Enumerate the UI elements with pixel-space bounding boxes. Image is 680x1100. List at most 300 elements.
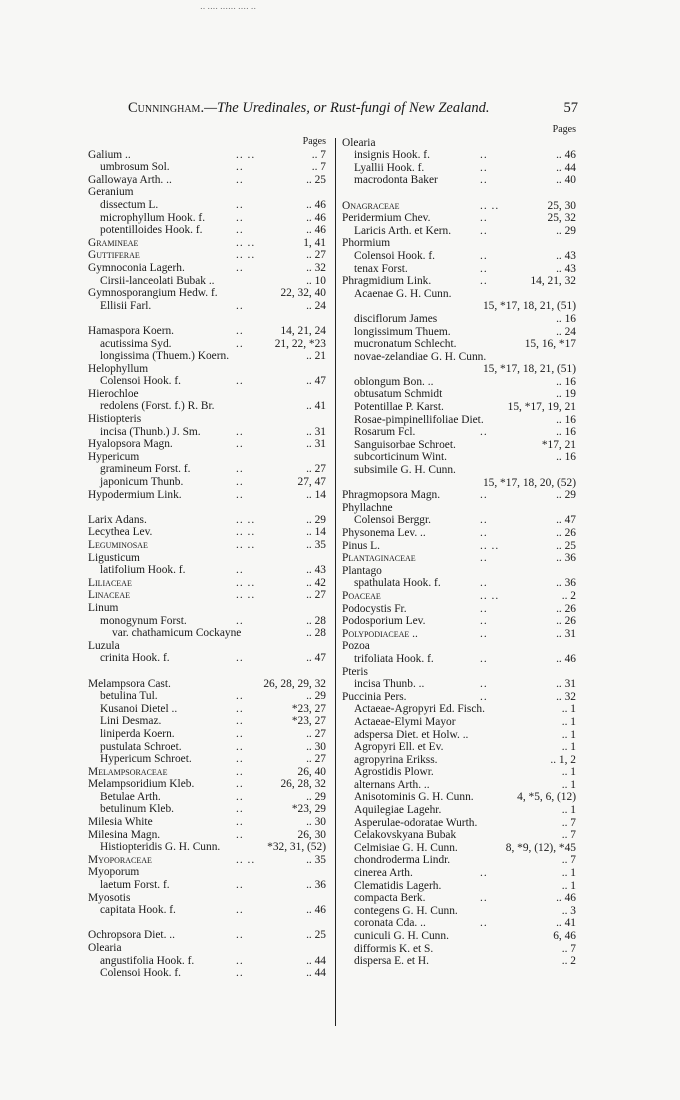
index-entry	[342, 880, 576, 893]
entry-pages: .. 46	[306, 198, 326, 211]
index-entry	[342, 174, 576, 187]
leader-dots: .. ..	[480, 199, 500, 212]
index-entry	[342, 930, 576, 943]
index-entry	[88, 929, 326, 942]
entry-name: contegens G. H. Cunn.	[354, 904, 458, 917]
entry-name: Myoporum	[88, 866, 140, 879]
index-entry	[88, 149, 326, 162]
entry-name: insignis Hook. f.	[354, 149, 430, 162]
index-entry	[88, 426, 326, 439]
entry-pages: .. 27	[306, 463, 326, 476]
leader-dots: ..	[236, 715, 244, 728]
entry-name: Kusanoi Dietel ..	[100, 702, 178, 715]
entry-name: Pteris	[342, 665, 368, 678]
leader-dots: .. ..	[236, 526, 256, 539]
index-entry	[88, 514, 326, 527]
leader-dots: .. ..	[480, 539, 500, 552]
leader-dots: ..	[480, 149, 488, 162]
entry-name: novae-zelandiae G. H. Cunn.	[354, 350, 487, 363]
index-entry	[88, 564, 326, 577]
entry-pages: .. 27	[306, 753, 326, 766]
leader-dots: ..	[236, 488, 244, 501]
index-entry	[342, 703, 576, 716]
index-entry	[342, 640, 576, 653]
entry-name: Betulae Arth.	[100, 790, 161, 803]
entry-name: spathulata Hook. f.	[354, 577, 441, 590]
entry-name: Sanguisorbae Schroet.	[354, 438, 456, 451]
entry-pages: .. 29	[306, 690, 326, 703]
index-entry	[342, 754, 576, 767]
entry-name: macrodonta Baker	[354, 174, 438, 187]
leader-dots: .. ..	[236, 539, 256, 551]
entry-pages: *32, 31, (52)	[267, 841, 326, 854]
index-entry	[342, 603, 576, 616]
entry-pages: .. 35	[306, 539, 326, 551]
index-entry	[88, 942, 326, 955]
entry-pages: .. 7	[311, 161, 326, 174]
entry-gap	[88, 312, 326, 325]
leader-dots: ..	[236, 929, 244, 942]
entry-name: Ochropsora Diet. ..	[88, 929, 175, 942]
entry-name: difformis K. et S.	[354, 942, 434, 955]
entry-pages: .. 1	[561, 778, 576, 791]
leader-dots: ..	[480, 867, 488, 880]
leader-dots: ..	[236, 740, 244, 753]
leader-dots: ..	[236, 816, 244, 829]
entry-pages: .. 2	[561, 589, 576, 602]
index-entry	[88, 803, 326, 816]
entry-name: var. chathamicum Cockayne	[112, 627, 242, 640]
index-entry	[342, 514, 576, 527]
entry-pages: .. 25	[556, 539, 576, 552]
entry-name: Guttiferae	[88, 249, 140, 262]
entry-pages: .. 31	[306, 425, 326, 438]
index-entry	[342, 250, 576, 263]
entry-name: Pinus L.	[342, 539, 380, 552]
index-entry	[88, 728, 326, 741]
entry-pages: 1, 41	[303, 236, 326, 249]
entry-pages: *23, 29	[291, 803, 326, 816]
entry-pages: .. 32	[556, 690, 576, 703]
index-entry	[88, 552, 326, 565]
leader-dots: ..	[236, 438, 244, 451]
entry-name: Colensoi Berggr.	[354, 514, 431, 527]
index-entry	[342, 414, 576, 427]
entry-pages: 6, 46	[553, 930, 576, 942]
leader-dots: ..	[236, 765, 244, 778]
index-entry	[342, 766, 576, 779]
leader-dots: ..	[480, 224, 488, 237]
leader-dots: ..	[236, 337, 244, 350]
entry-pages: .. 40	[556, 174, 576, 187]
index-entry	[88, 741, 326, 754]
index-entry	[342, 867, 576, 880]
entry-name: Podocystis Fr.	[342, 602, 407, 615]
entry-gap	[88, 665, 326, 678]
index-entry	[88, 892, 326, 905]
entry-name: Leguminosae	[88, 539, 148, 551]
entry-name: adspersa Diet. et Holw. ..	[354, 728, 469, 741]
entry-pages: .. 46	[306, 224, 326, 237]
entry-name: disciflorum James	[354, 312, 438, 325]
entry-name: agropyrina Erikss.	[354, 753, 438, 766]
entry-gap	[88, 501, 326, 514]
index-entry	[88, 249, 326, 262]
entry-pages: .. 31	[556, 627, 576, 640]
entry-name: Poaceae	[342, 589, 381, 602]
entry-pages: .. 19	[556, 388, 576, 401]
index-entry	[88, 186, 326, 199]
index-entry	[88, 577, 326, 590]
entry-pages: 25, 30	[547, 199, 576, 212]
index-entry	[342, 892, 576, 905]
index-entry	[88, 778, 326, 791]
leader-dots: ..	[236, 652, 244, 665]
leader-dots: .. ..	[236, 853, 256, 866]
entry-pages: .. 29	[306, 513, 326, 526]
leader-dots: ..	[236, 211, 244, 224]
entry-pages: .. 1	[561, 804, 576, 817]
entry-pages: .. 35	[306, 853, 326, 866]
leader-dots: .. ..	[480, 589, 500, 602]
entry-pages: .. 7	[311, 148, 326, 161]
index-entry	[342, 313, 576, 326]
index-entry	[342, 628, 576, 641]
index-entry	[88, 816, 326, 829]
leader-dots: .. ..	[236, 148, 256, 161]
entry-name: liniperda Koern.	[100, 727, 175, 740]
entry-name: acutissima Syd.	[100, 337, 172, 350]
leader-dots: ..	[236, 261, 244, 274]
entry-name: Hypodermium Link.	[88, 488, 182, 501]
index-entry	[88, 300, 326, 313]
entry-name: gramineum Forst. f.	[100, 463, 191, 476]
index-entry	[88, 388, 326, 401]
entry-name: Laricis Arth. et Kern.	[354, 224, 452, 237]
leader-dots: .. ..	[236, 589, 256, 602]
leader-dots: ..	[236, 879, 244, 892]
entry-pages: .. 47	[556, 514, 576, 527]
index-entry	[88, 413, 326, 426]
entry-name: Celakovskyana Bubak	[354, 829, 457, 842]
leader-dots: .. ..	[236, 513, 256, 526]
index-entry	[342, 779, 576, 792]
entry-pages: .. 21	[306, 350, 326, 363]
entry-pages: .. 24	[556, 325, 576, 338]
entry-name: Peridermium Chev.	[342, 212, 431, 225]
index-entry	[88, 854, 326, 867]
entry-name: Pozoa	[342, 640, 370, 653]
index-entry	[342, 162, 576, 175]
entry-pages: .. 1	[561, 879, 576, 892]
index-entry	[88, 325, 326, 338]
entry-name: Ligusticum	[88, 551, 140, 564]
index-entry	[342, 351, 576, 364]
leader-dots: ..	[236, 224, 244, 237]
entry-name: betulina Tul.	[100, 690, 158, 703]
entry-pages: .. 32	[306, 261, 326, 274]
index-entry	[88, 841, 326, 854]
entry-name: Gallowaya Arth. ..	[88, 173, 172, 186]
entry-name: Myoporaceae	[88, 853, 152, 866]
entry-pages: .. 16	[556, 312, 576, 325]
pages-column-label: Pages	[302, 136, 326, 147]
index-entry	[342, 502, 576, 515]
index-entry	[342, 275, 576, 288]
index-entry	[88, 678, 326, 691]
index-entry	[88, 338, 326, 351]
index-entry	[342, 842, 576, 855]
leader-dots: ..	[236, 828, 244, 841]
index-entry	[342, 943, 576, 956]
entry-name: cinerea Arth.	[354, 867, 413, 880]
entry-name: Agropyri Ell. et Ev.	[354, 741, 444, 754]
entry-name: Aquilegiae Lagehr.	[354, 804, 442, 817]
leader-dots: ..	[480, 275, 488, 288]
entry-name: Hierochloe	[88, 387, 139, 400]
index-entry	[88, 212, 326, 225]
entry-name: incisa Thunb. ..	[354, 678, 425, 691]
entry-name: Physonema Lev. ..	[342, 527, 426, 539]
entry-pages: .. 44	[556, 161, 576, 174]
entry-pages: .. 36	[306, 879, 326, 892]
index-entry	[342, 678, 576, 691]
entry-name: crinita Hook. f.	[100, 652, 170, 665]
entry-name: Actaeae-Elymi Mayor	[354, 715, 456, 728]
index-entry	[88, 904, 326, 917]
entry-pages: .. 1	[561, 715, 576, 728]
index-entry	[88, 489, 326, 502]
index-entry	[88, 615, 326, 628]
index-entry	[342, 552, 576, 565]
entry-pages: .. 1, 2	[550, 753, 576, 766]
leader-dots: ..	[236, 803, 244, 816]
entry-pages: .. 36	[556, 577, 576, 590]
entry-name: Melampsoraceae	[88, 765, 168, 778]
entry-name: Phyllachne	[342, 501, 393, 514]
leader-dots: ..	[480, 892, 488, 905]
entry-pages: 26, 28, 32	[280, 778, 326, 791]
leader-dots: ..	[480, 678, 488, 691]
entry-name: monogynum Forst.	[100, 614, 187, 627]
entry-pages: 15, *17, 18, 21, (51)	[482, 300, 576, 313]
leader-dots: ..	[480, 552, 488, 565]
entry-name: Colensoi Hook. f.	[354, 249, 435, 262]
entry-pages: .. 16	[556, 426, 576, 439]
page-number: 57	[563, 100, 578, 116]
index-entry	[342, 237, 576, 250]
leader-dots: ..	[236, 375, 244, 388]
entry-name: Milesia White	[88, 816, 153, 829]
entry-name: Clematidis Lagerh.	[354, 879, 442, 892]
entry-pages: .. 42	[306, 576, 326, 589]
entry-name: longissimum Thuem.	[354, 325, 451, 338]
index-entry	[342, 716, 576, 729]
index-entry	[342, 527, 576, 540]
index-entry	[88, 955, 326, 968]
entry-pages: .. 29	[556, 224, 576, 237]
entry-pages: .. 47	[306, 375, 326, 388]
entry-pages: .. 36	[556, 552, 576, 565]
entry-name: Celmisiae G. H. Cunn.	[354, 841, 458, 854]
entry-pages: .. 1	[561, 703, 576, 716]
entry-name: Hyalopsora Magn.	[88, 438, 173, 451]
leader-dots: ..	[480, 615, 488, 628]
entry-name: latifolium Hook. f.	[100, 564, 186, 577]
entry-pages: .. 1	[561, 741, 576, 754]
entry-pages: .. 10	[306, 274, 326, 287]
entry-name: Linum	[88, 601, 119, 614]
index-entry	[342, 326, 576, 339]
entry-pages: .. 27	[306, 727, 326, 740]
entry-pages: .. 16	[556, 413, 576, 426]
index-entry	[88, 690, 326, 703]
entry-pages: .. 31	[306, 438, 326, 451]
index-entry	[88, 275, 326, 288]
entry-name: Potentillae P. Karst.	[354, 401, 444, 414]
index-entry	[342, 666, 576, 679]
entry-name: Ellisii Farl.	[100, 299, 152, 312]
entry-pages: .. 30	[306, 740, 326, 753]
index-entry	[342, 439, 576, 452]
entry-name: Geranium	[88, 186, 134, 199]
entry-name: Lecythea Lev.	[88, 526, 153, 539]
leader-dots: ..	[236, 727, 244, 740]
index-entry	[88, 400, 326, 413]
entry-name: Colensoi Hook. f.	[100, 967, 181, 980]
index-entry	[88, 363, 326, 376]
leader-dots: ..	[480, 527, 488, 539]
leader-dots: ..	[480, 212, 488, 225]
index-entry	[88, 879, 326, 892]
entry-name: Polypodiaceae ..	[342, 627, 418, 640]
index-entry	[88, 589, 326, 602]
leader-dots: ..	[480, 602, 488, 615]
entry-pages: .. 46	[306, 211, 326, 224]
index-entry	[88, 539, 326, 552]
entry-pages: 26, 40	[297, 765, 326, 778]
entry-pages: .. 26	[556, 602, 576, 615]
index-entry	[342, 791, 576, 804]
entry-pages: 14, 21, 32	[530, 275, 576, 288]
index-entry	[88, 791, 326, 804]
entry-name: Histiopteris	[88, 413, 142, 426]
index-entry	[342, 137, 576, 150]
leader-dots: ..	[480, 262, 488, 275]
entry-pages: *23, 27	[291, 715, 326, 728]
index-entry	[88, 375, 326, 388]
index-entry	[88, 438, 326, 451]
entry-pages: .. 46	[306, 904, 326, 917]
leader-dots: ..	[236, 476, 244, 489]
entry-name: Hamaspora Koern.	[88, 324, 175, 337]
entry-name: Gramineae	[88, 236, 139, 249]
entry-name: Histiopteridis G. H. Cunn.	[100, 841, 221, 854]
leader-dots: ..	[236, 161, 244, 174]
entry-name: Phragmidium Link.	[342, 275, 432, 288]
entry-name: alternans Arth. ..	[354, 778, 430, 791]
index-entry	[88, 350, 326, 363]
entry-name: Hypericum Schroet.	[100, 753, 192, 766]
entry-pages: .. 7	[561, 829, 576, 842]
entry-pages: .. 1	[561, 766, 576, 779]
column-divider	[335, 138, 336, 1026]
entry-pages: .. 46	[556, 149, 576, 162]
index-entry	[88, 526, 326, 539]
entry-pages: 27, 47	[297, 476, 326, 489]
leader-dots: ..	[480, 577, 488, 590]
entry-pages: .. 26	[556, 615, 576, 628]
entry-pages: .. 44	[306, 954, 326, 967]
entry-name: obtusatum Schmidt	[354, 388, 443, 401]
leader-dots: ..	[236, 324, 244, 337]
index-entry	[342, 464, 576, 477]
entry-pages: .. 14	[306, 488, 326, 501]
leader-dots: ..	[236, 753, 244, 766]
index-entry	[342, 590, 576, 603]
leader-dots: .. ..	[236, 576, 256, 589]
entry-name: japonicum Thunb.	[100, 476, 184, 489]
entry-pages: .. 25	[306, 929, 326, 942]
index-entry	[88, 652, 326, 665]
entry-pages: .. 30	[306, 816, 326, 829]
entry-name: pustulata Schroet.	[100, 740, 182, 753]
leader-dots: ..	[236, 173, 244, 186]
entry-pages: 4, *5, 6, (12)	[517, 791, 576, 804]
leader-dots: ..	[236, 299, 244, 312]
index-entry	[88, 224, 326, 237]
entry-name: Liliaceae	[88, 576, 132, 589]
entry-name: subsimile G. H. Cunn.	[354, 464, 456, 477]
leader-dots: .. ..	[236, 236, 256, 249]
entry-name: microphyllum Hook. f.	[100, 211, 206, 224]
entry-pages: .. 7	[561, 816, 576, 829]
entry-pages: *17, 21	[541, 438, 576, 451]
index-entry	[342, 905, 576, 918]
entry-pages: .. 7	[561, 854, 576, 867]
header-title: —The Uredinales, or Rust-fungi of New Zealand.	[204, 100, 490, 116]
entry-name: Lini Desmaz.	[100, 715, 162, 728]
index-entry	[88, 627, 326, 640]
entry-pages: 21, 22, *23	[274, 337, 326, 350]
index-entry	[342, 729, 576, 742]
index-entry	[88, 237, 326, 250]
entry-name: Galium ..	[88, 148, 131, 161]
entry-pages: 15, *17, 19, 21	[507, 401, 576, 414]
entry-name: Melampsora Cast.	[88, 677, 171, 690]
entry-pages: .. 26	[556, 527, 576, 539]
entry-name: umbrosum Sol.	[100, 161, 170, 174]
entry-name: tenax Forst.	[354, 262, 408, 275]
entry-name: Luzula	[88, 639, 120, 652]
entry-pages: 22, 32, 40	[280, 287, 326, 300]
entry-name: Gymnoconia Lagerh.	[88, 261, 185, 274]
entry-name: dispersa E. et H.	[354, 955, 429, 968]
leader-dots: ..	[480, 690, 488, 703]
entry-pages: .. 31	[556, 678, 576, 691]
leader-dots: ..	[480, 489, 488, 502]
entry-name: laetum Forst. f.	[100, 879, 170, 892]
entry-name: Puccinia Pers.	[342, 690, 407, 703]
entry-pages: .. 41	[556, 917, 576, 930]
entry-name: Milesina Magn.	[88, 828, 161, 841]
index-entry	[342, 300, 576, 313]
index-entry	[88, 174, 326, 187]
entry-pages: 26, 30	[297, 828, 326, 841]
entry-gap	[342, 187, 576, 200]
leader-dots: ..	[236, 954, 244, 967]
entry-pages: .. 7	[561, 942, 576, 955]
